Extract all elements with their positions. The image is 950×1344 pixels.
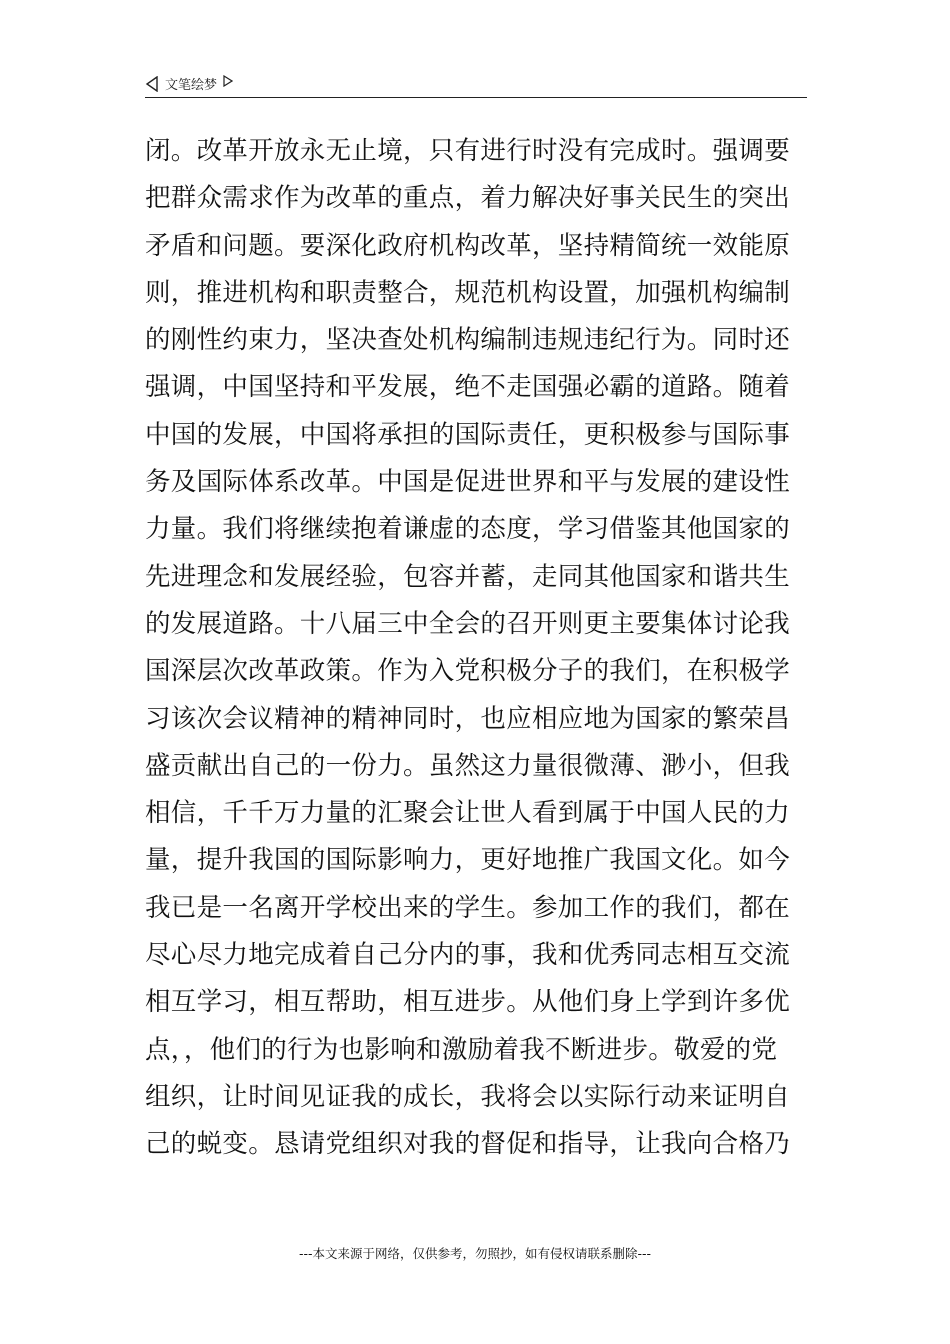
text-line: 闭。改革开放永无止境，只有进行时没有完成时。强调要 — [145, 136, 791, 166]
text-line: 务及国际体系改革。中国是促进世界和平与发展的建设性 — [145, 467, 791, 498]
text-line: 组织，让时间见证我的成长，我将会以实际行动来证明自 — [145, 1081, 791, 1112]
triangle-left-icon — [145, 76, 159, 92]
text-line: 习该次会议精神的精神同时，也应相应地为国家的繁荣昌 — [145, 703, 791, 734]
text-line: 的发展道路。十八届三中全会的召开则更主要集体讨论我 — [145, 608, 791, 639]
text-line: 尽心尽力地完成着自己分内的事，我和优秀同志相互交流 — [145, 940, 791, 971]
text-line: 力量。我们将继续抱着谦虚的态度，学习借鉴其他国家的 — [145, 514, 791, 545]
text-line: 相信，千千万力量的汇聚会让世人看到属于中国人民的力 — [145, 798, 791, 829]
text-line: 矛盾和问题。要深化政府机构改革，坚持精简统一效能原 — [145, 230, 791, 261]
body-text — [145, 128, 807, 1169]
page-header — [145, 70, 807, 98]
text-line: 强调，中国坚持和平发展，绝不走国强必霸的道路。随着 — [145, 372, 791, 403]
footer-disclaimer: ---本文来源于网络，仅供参考，勿照抄，如有侵权请联系删除--- — [298, 1246, 652, 1261]
text-line: 先进理念和发展经验，包容并蓄，走同其他国家和谐共生 — [145, 561, 791, 592]
text-line: 国深层次改革政策。作为入党积极分子的我们，在积极学 — [145, 656, 791, 687]
text-line: 相互学习，相互帮助，相互进步。从他们身上学到许多优 — [145, 987, 791, 1018]
header-brand — [145, 74, 233, 93]
text-line: 我已是一名离开学校出来的学生。参加工作的我们，都在 — [145, 892, 791, 923]
text-line: 中国的发展，中国将承担的国际责任，更积极参与国际事 — [145, 419, 791, 450]
text-line: 把群众需求作为改革的重点，着力解决好事关民生的突出 — [145, 183, 791, 214]
text-line: 的刚性约束力，坚决查处机构编制违规违纪行为。同时还 — [145, 325, 791, 356]
triangle-right-icon — [223, 75, 233, 87]
text-line: 量，提升我国的国际影响力，更好地推广我国文化。如今 — [145, 845, 791, 876]
text-line: 则，推进机构和职责整合，规范机构设置，加强机构编制 — [145, 277, 791, 308]
text-line: 盛贡献出自己的一份力。虽然这力量很微薄、渺小，但我 — [145, 750, 791, 781]
text-line: 点，，他们的行为也影响和激励着我不断进步。敬爱的党 — [145, 1034, 778, 1065]
header-title: 文笔绘梦 — [165, 78, 218, 93]
text-line: 己的蜕变。恳请党组织对我的督促和指导，让我向合格乃 — [145, 1129, 791, 1160]
